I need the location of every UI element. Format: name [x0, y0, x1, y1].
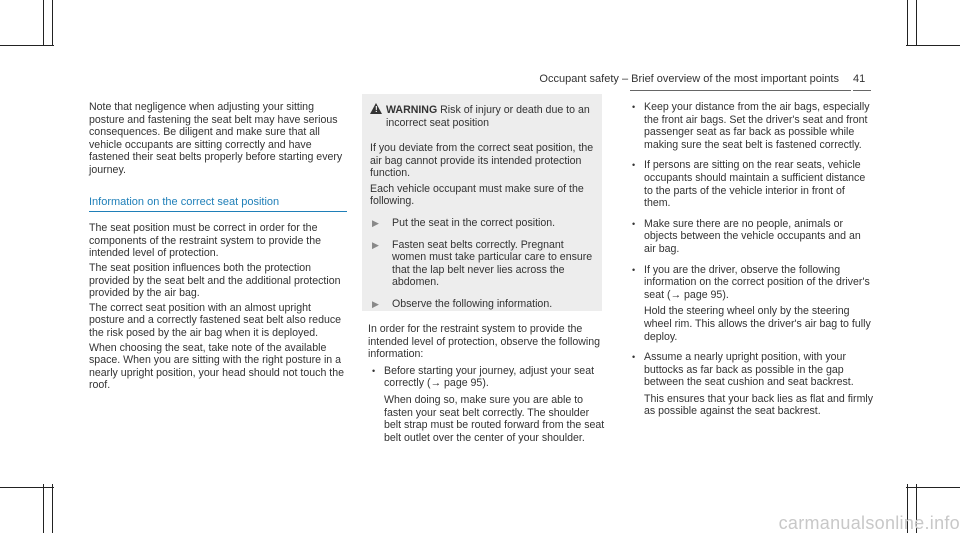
crop-mark — [906, 487, 960, 488]
bullet-subtext: When doing so, make sure you are able to fasten your seat belt correctly. The shoulder belt strap must be routed forward from the seat belt outlet over the center of your shoulder. — [384, 393, 605, 444]
warning-title — [386, 104, 596, 129]
bullet-text: If persons are sitting on the rear seats, vehicle occupants should maintain a sufficient distance to the parts of the vehicle interior in front of them. — [644, 159, 866, 210]
step-arrow-icon: ▶ — [372, 298, 379, 309]
warning-step — [370, 298, 596, 311]
bullet-subtext: This ensures that your back lies as flat and firmly as possible against the seat backrest. — [644, 392, 874, 418]
bullet-text: Keep your distance from the air bags, especially the front air bags. Set the driver's seat and front passenger seat as far back as possible while making sure the seat belt is fastened correctly. — [644, 101, 870, 151]
warning-box — [362, 94, 602, 311]
bullet-text: If you are the driver, observe the following information on the correct position of the driver's seat (→ page 95). — [644, 263, 870, 301]
page-number-rule — [853, 90, 871, 91]
header-rule — [630, 90, 851, 91]
list-item — [628, 101, 874, 155]
paragraph: The seat position must be correct in order for the components of the restraint system to provide the intended level of protection. — [89, 222, 322, 260]
heading-rule — [89, 211, 347, 212]
crop-mark — [43, 0, 44, 46]
list-item — [628, 159, 874, 213]
step-text: Fasten seat belts correctly. Pregnant women must take particular care to ensure that the lap belt never lies across the abdomen. — [392, 238, 593, 289]
warning-step — [370, 217, 596, 230]
bullet-icon: • — [632, 264, 636, 275]
list-item — [368, 365, 606, 449]
warning-paragraph: Each vehicle occupant must make sure of the following. — [370, 182, 584, 208]
crop-mark — [0, 45, 54, 46]
bullet-icon: • — [372, 365, 376, 376]
left-column — [89, 101, 347, 394]
bullet-text: Assume a nearly upright position, with your buttocks as far back as possible in the gap between the seat cushion and seat backrest. — [644, 351, 854, 389]
step-text: Observe the following information. — [392, 297, 553, 310]
intro-paragraph: Note that negligence when adjusting your sitting posture and fastening the seat belt may have serious consequences. Be diligent and make sure that all vehicle occupants are sitting correctly and have fastened their seat belts properly before starting every journey. — [89, 101, 343, 176]
bullet-icon: • — [632, 102, 636, 112]
warning-label: WARNING — [386, 104, 438, 116]
right-column — [628, 101, 874, 426]
crop-mark — [916, 0, 917, 46]
middle-column — [368, 323, 606, 452]
bullet-text: Before starting your journey, adjust your seat correctly (→ page 95). — [384, 364, 595, 390]
watermark: carmanualsonline.info — [778, 513, 960, 533]
warning-title-text: Risk of injury or death due to an incorrect seat position — [386, 104, 590, 129]
list-item — [628, 351, 874, 422]
list-item — [628, 264, 874, 348]
list-item — [628, 218, 874, 260]
running-header: Occupant safety – Brief overview of the most important points — [539, 73, 839, 85]
warning-body — [370, 142, 596, 311]
crop-mark — [907, 0, 908, 46]
paragraph: The correct seat position with an almost upright posture and a correctly fastened seat belt also reduce the risk posed by the air bag when it is deployed. — [89, 301, 342, 339]
bullet-subtext: Hold the steering wheel only by the steering wheel rim. This allows the driver's air bag to fully deploy. — [644, 305, 871, 343]
warning-paragraph: If you deviate from the correct seat position, the air bag cannot provide its intended protection function. — [370, 142, 594, 180]
crop-mark — [906, 45, 960, 46]
warning-step — [370, 239, 596, 289]
bullet-icon: • — [632, 352, 636, 363]
crop-mark — [52, 484, 53, 533]
warning-triangle-icon: ! — [370, 103, 382, 114]
step-arrow-icon: ▶ — [372, 239, 379, 250]
step-arrow-icon: ▶ — [372, 217, 379, 228]
bullet-text: Make sure there are no people, animals or objects between the vehicle occupants and an air bag. — [644, 217, 861, 255]
crop-mark — [52, 0, 53, 46]
bullet-icon: • — [632, 160, 636, 171]
bullet-icon: • — [632, 218, 636, 229]
crop-mark — [0, 487, 54, 488]
section-heading: Information on the correct seat position — [89, 195, 280, 208]
paragraph: The seat position influences both the protection provided by the seat belt and the additional protection provided by the air bag. — [89, 261, 341, 300]
step-text: Put the seat in the correct position. — [392, 216, 556, 229]
crop-mark — [43, 484, 44, 533]
paragraph: When choosing the seat, take note of the available space. When you are sitting with the right posture in a nearly upright position, your head should not touch the roof. — [89, 341, 345, 392]
middle-intro: In order for the restraint system to provide the intended level of protection, observe the following information: — [368, 323, 601, 361]
page-number: 41 — [853, 73, 866, 85]
